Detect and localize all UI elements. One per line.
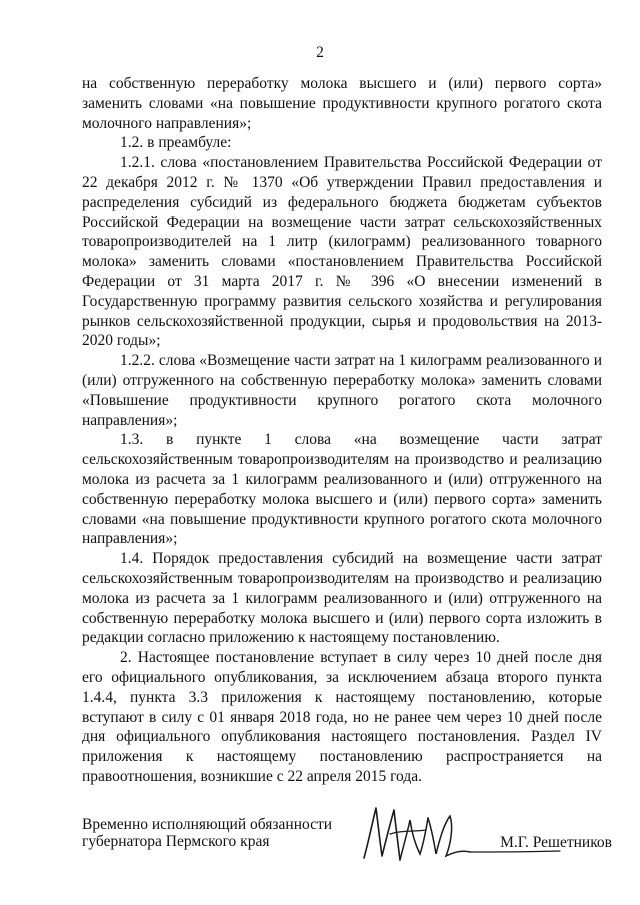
paragraph-1-4: 1.4. Порядок предоставления субсидий на возмещение части затрат сельскохозяйственным товаропроизводителям на производство и реализацию молока из расчета за 1 килограмм реализованного и (или) отгруженного на собственную переработку молока высшего и (или) первого сорта изложить в редакции согласно приложению к настоящему постановлению. [82,550,602,647]
paragraph-continuation: на собственную переработку молока высшего и (или) первого сорта» заменить словами «на повышение продуктивности крупного рогатого скота молочного направления»; [82,75,602,132]
page-number: 2 [316,44,324,61]
signatory-title-line-2: губернатора Пермского края [82,833,270,850]
paragraph-1-2: 1.2. в преамбуле: [120,134,232,152]
paragraph-1-2-2: 1.2.2. слова «Возмещение части затрат на 1 килограмм реализованного и (или) отгруженного на собственную переработку молока» заменить словами «Повышение продуктивности крупного рогатого скота молочного направления»; [82,352,602,429]
signatory-title [82,816,362,850]
signature-block [82,816,612,876]
paragraph-2: 2. Настоящее постановление вступает в силу через 10 дней после дня его официального опубликования, за исключением абзаца второго пункта 1.4.4, пункта 3.3 приложения к настоящему постановлению, которые вступают в силу с 01 января 2018 года, но не ранее чем через 10 дней после дня официального опубликования настоящего постановления. Раздел IV приложения к настоящему постановлению распространяется на правоотношения, возникшие с 22 апреля 2015 года. [82,649,602,785]
document-body [82,74,602,787]
paragraph-1-2-1: 1.2.1. слова «постановлением Правительства Российской Федерации от 22 декабря 2012 г. № 1370 «Об утверждении Правил предоставления и распределения субсидий из федерального бюджета бюджетам субъектов Российской Федерации на возмещение части затрат сельскохозяйственных товаропроизводителей на 1 литр (килограмм) реализованного товарного молока» заменить словами «постановлением Правительства Российской Федерации от 31 марта 2017 г. № 396 «О внесении изменений в Государственную программу развития сельского хозяйства и регулирования рынков сельскохозяйственной продукции, сырья и продовольствия на 2013-2020 годы»; [82,154,602,350]
signatory-name: М.Г. Решетников [500,834,612,851]
paragraph-1-3: 1.3. в пункте 1 слова «на возмещение части затрат сельскохозяйственным товаропроизводителям на производство и реализацию молока из расчета за 1 килограмм реализованного и (или) отгруженного на собственную переработку молока высшего и (или) первого сорта» заменить словами «на повышение продуктивности крупного рогатого скота молочного направления»; [82,431,602,548]
signatory-title-line-1: Временно исполняющий обязанности [82,816,333,833]
